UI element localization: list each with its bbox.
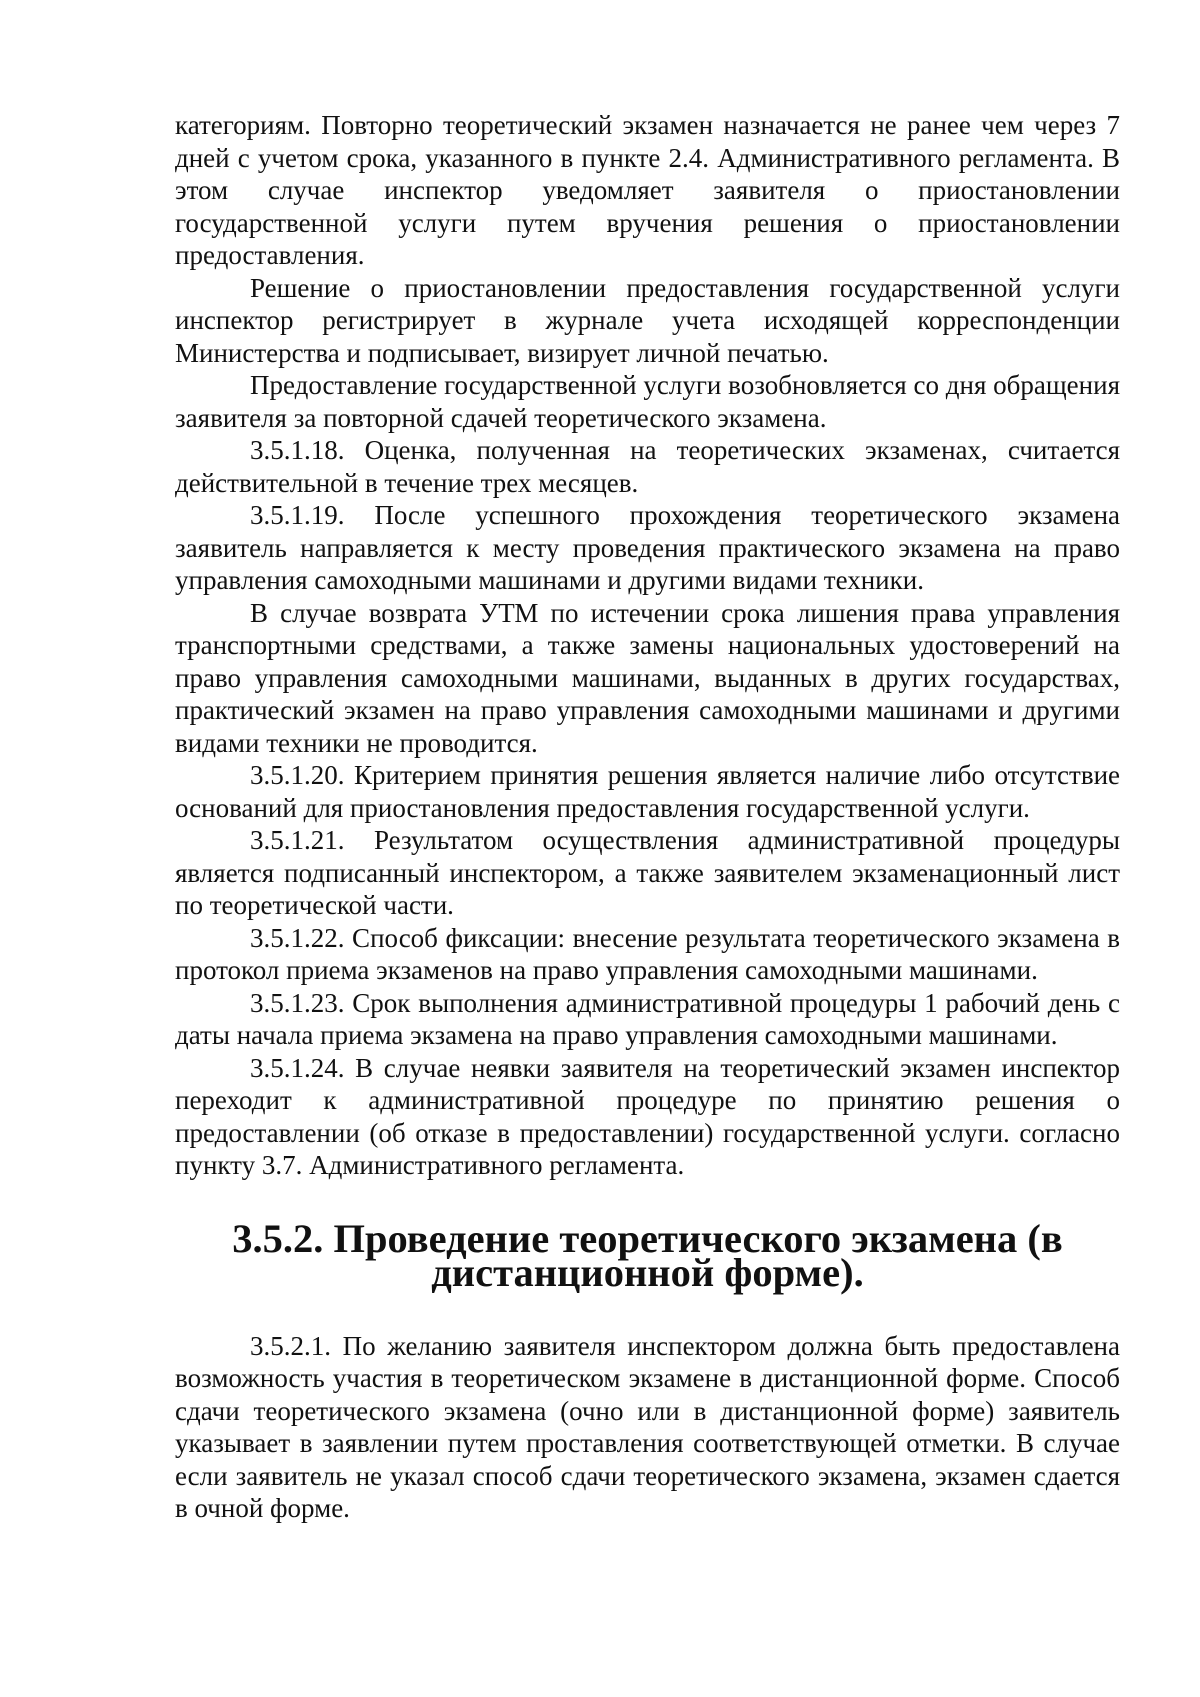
paragraph-3-5-1-22: 3.5.1.22. Способ фиксации: внесение результата теоретического экзамена в протокол приема экзаменов на право управления самоходными машинами.: [175, 922, 1120, 985]
paragraph-service-resumption: Предоставление государственной услуги возобновляется со дня обращения заявителя за повторной сдачей теоретического экзамена.: [175, 370, 1120, 433]
paragraph-3-5-2-1: 3.5.2.1. По желанию заявителя инспектором должна быть предоставлена возможность участия в теоретическом экзамене в дистанционной форме. Способ сдачи теоретического экзамена (очно или в дистанционной форме) заявитель указывает в заявлении путем проставления соответствующей отметки. В случае если заявитель не указал способ сдачи теоретического экзамена, экзамен сдается в очной форме.: [175, 1330, 1120, 1523]
paragraph-3-5-1-21: 3.5.1.21. Результатом осуществления административной процедуры является подписанный инспектором, а также заявителем экзаменационный лист по теоретической части.: [175, 825, 1120, 920]
document-body: [175, 109, 1120, 1525]
paragraph-continuation: категориям. Повторно теоретический экзамен назначается не ранее чем через 7 дней с учетом срока, указанного в пункте 2.4. Административного регламента. В этом случае инспектор уведомляет заявителя о приостановлении государственной услуги путем вручения решения о приостановлении предоставления.: [175, 110, 1120, 270]
paragraph-3-5-1-18: 3.5.1.18. Оценка, полученная на теоретических экзаменах, считается действительной в течение трех месяцев.: [175, 435, 1120, 498]
paragraph-3-5-1-23: 3.5.1.23. Срок выполнения административной процедуры 1 рабочий день с даты начала приема экзамена на право управления самоходными машинами.: [175, 987, 1120, 1050]
section-heading: 3.5.2. Проведение теоретического экзамена (в дистанционной форме).: [232, 1215, 1063, 1295]
paragraph-3-5-1-20: 3.5.1.20. Критерием принятия решения является наличие либо отсутствие оснований для приостановления предоставления государственной услуги.: [175, 760, 1120, 823]
paragraph-3-5-1-24: 3.5.1.24. В случае неявки заявителя на теоретический экзамен инспектор переходит к административной процедуре по принятию решения о предоставлении (об отказе в предоставлении) государственной услуги. согласно пункту 3.7. Административного регламента.: [175, 1052, 1120, 1180]
paragraph-utm-return: В случае возврата УТМ по истечении срока лишения права управления транспортными средствами, а также замены национальных удостоверений на право управления самоходными машинами, выданных в других государствах, практический экзамен на право управления самоходными машинами и другими видами техники не проводится.: [175, 597, 1120, 758]
paragraph-suspension-decision: Решение о приостановлении предоставления государственной услуги инспектор регистрирует в журнале учета исходящей корреспонденции Министерства и подписывает, визирует личной печатью.: [175, 272, 1120, 368]
paragraph-3-5-1-19: 3.5.1.19. После успешного прохождения теоретического экзамена заявитель направляется к месту проведения практического экзамена на право управления самоходными машинами и другими видами техники.: [175, 500, 1120, 595]
